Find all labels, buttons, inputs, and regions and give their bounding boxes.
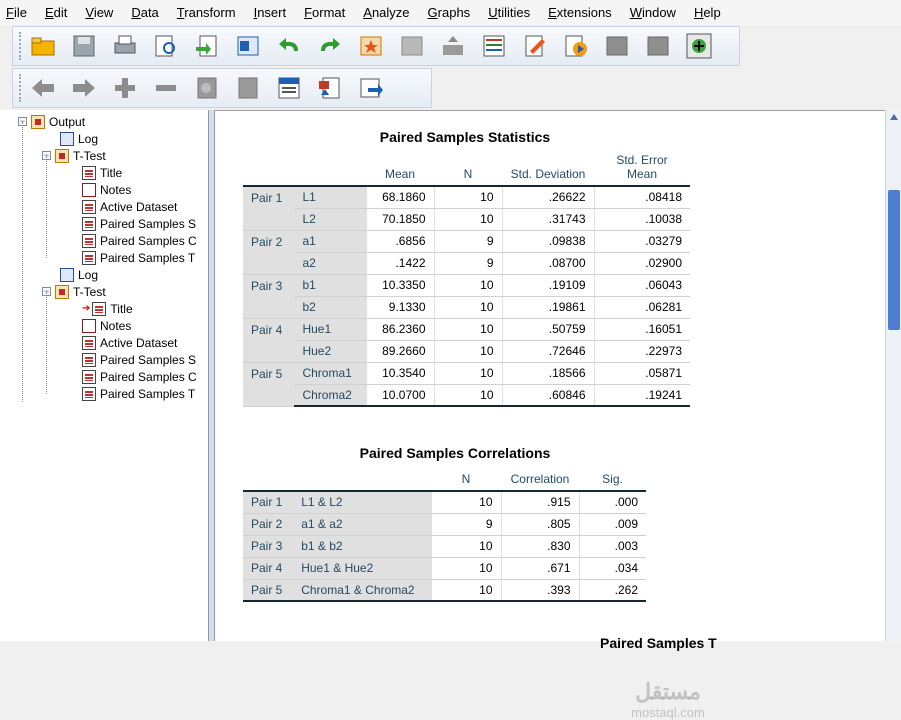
tree-node-paired-samples-t[interactable] xyxy=(82,249,195,266)
outline-toolbar xyxy=(12,68,432,108)
outline-pane xyxy=(0,110,210,641)
menu-help[interactable]: Help xyxy=(693,5,721,20)
stat-value: .09838 xyxy=(502,230,594,252)
stats-row xyxy=(243,296,690,318)
insert-heading-icon xyxy=(276,75,302,101)
stat-value: .19861 xyxy=(502,296,594,318)
pair-label: Pair 2 xyxy=(243,513,293,535)
paired-statistics-table[interactable] xyxy=(243,153,690,407)
pair-variables: b1 & b2 xyxy=(293,535,431,557)
pair-label: Pair 1 xyxy=(243,491,293,513)
tree-node-label: Title xyxy=(110,301,133,316)
print-preview-button[interactable] xyxy=(149,29,183,63)
stat-value: .18566 xyxy=(502,362,594,384)
stat-value: .02900 xyxy=(594,252,690,274)
menu-transform[interactable]: Transform xyxy=(176,5,236,20)
tree-connector xyxy=(46,292,47,394)
stat-value: 9 xyxy=(434,252,502,274)
stats-row xyxy=(243,208,690,230)
table-node-icon xyxy=(82,370,96,384)
corr-value: 10 xyxy=(431,557,501,579)
insert-heading-button[interactable] xyxy=(272,71,306,105)
pair-variables: Chroma1 & Chroma2 xyxy=(293,579,431,601)
menu-analyze[interactable]: Analyze xyxy=(363,5,410,20)
stats-row xyxy=(243,252,690,274)
menu-file[interactable]: File xyxy=(6,5,27,20)
recall-dialog-icon xyxy=(235,33,261,59)
stats-header: Mean xyxy=(366,153,434,186)
corr-value: 10 xyxy=(431,491,501,513)
tree-node-title[interactable] xyxy=(82,164,122,181)
print-button[interactable] xyxy=(108,29,142,63)
stats-table-title: Paired Samples Statistics xyxy=(379,129,551,145)
corr-row xyxy=(243,513,646,535)
stat-value: .10038 xyxy=(594,208,690,230)
corr-row xyxy=(243,491,646,513)
goto-case-button[interactable] xyxy=(395,29,429,63)
variable-label: L1 xyxy=(294,186,366,208)
pair-variables: L1 & L2 xyxy=(293,491,431,513)
tree-node-label: Paired Samples C xyxy=(100,369,197,384)
next-table-title: Paired Samples T xyxy=(600,635,717,651)
pair-variables: Hue1 & Hue2 xyxy=(293,557,431,579)
stat-value: 10 xyxy=(434,186,502,208)
export-button[interactable] xyxy=(190,29,224,63)
pair-variables: a1 & a2 xyxy=(293,513,431,535)
tree-node-label: Output xyxy=(49,114,86,129)
output-content-pane xyxy=(215,110,885,720)
menu-window[interactable]: Window xyxy=(629,5,676,20)
corr-header: Correlation xyxy=(501,469,579,491)
corr-value: 10 xyxy=(431,579,501,601)
corr-value: 9 xyxy=(431,513,501,535)
tree-node-active-dataset[interactable] xyxy=(82,334,177,351)
stat-value: 10 xyxy=(434,208,502,230)
paired-correlations-table[interactable] xyxy=(243,469,646,602)
add-button[interactable] xyxy=(682,29,716,63)
redo-icon xyxy=(317,33,343,59)
print-preview-icon xyxy=(153,33,179,59)
stats-row xyxy=(243,384,690,406)
tree-node-label: T-Test xyxy=(73,284,106,299)
book-node-icon xyxy=(55,149,69,163)
print-icon xyxy=(112,33,138,59)
goto-variable-button[interactable] xyxy=(436,29,470,63)
stat-value: .06043 xyxy=(594,274,690,296)
redo-button[interactable] xyxy=(313,29,347,63)
collapse-icon[interactable]: − xyxy=(43,286,50,296)
stat-value: 70.1850 xyxy=(366,208,434,230)
tree-node-notes[interactable] xyxy=(82,317,131,334)
tree-connector xyxy=(22,122,23,402)
table-node-icon xyxy=(82,336,96,350)
variables-button[interactable] xyxy=(477,29,511,63)
stat-value: .6856 xyxy=(366,230,434,252)
corr-value: .009 xyxy=(579,513,646,535)
tree-node-title[interactable] xyxy=(82,300,133,317)
corr-value: .003 xyxy=(579,535,646,557)
stat-value: .50759 xyxy=(502,318,594,340)
variable-label: Chroma2 xyxy=(294,384,366,406)
stats-row xyxy=(243,340,690,362)
pane-splitter[interactable] xyxy=(208,110,215,641)
stat-value: .1422 xyxy=(366,252,434,274)
add-icon xyxy=(686,33,712,59)
corr-table-title: Paired Samples Correlations xyxy=(359,445,551,461)
pair-label: Pair 3 xyxy=(243,535,293,557)
stats-row xyxy=(243,230,690,252)
menu-insert[interactable]: Insert xyxy=(253,5,287,20)
variable-label: b1 xyxy=(294,274,366,296)
pair-label: Pair 5 xyxy=(243,579,293,601)
tree-node-t-test[interactable] xyxy=(42,283,106,300)
corr-value: .671 xyxy=(501,557,579,579)
table-node-icon xyxy=(82,217,96,231)
stat-value: 10.0700 xyxy=(366,384,434,406)
designate-window-button[interactable] xyxy=(518,29,552,63)
variable-label: L2 xyxy=(294,208,366,230)
table-node-icon xyxy=(82,200,96,214)
menu-edit[interactable]: Edit xyxy=(44,5,68,20)
disabled-icon xyxy=(645,33,671,59)
toolbar-grip[interactable] xyxy=(19,32,22,60)
insert-title-button[interactable] xyxy=(313,71,347,105)
stat-value: 10 xyxy=(434,296,502,318)
back-arrow-button[interactable] xyxy=(26,71,60,105)
goto-data-icon xyxy=(358,33,384,59)
stat-value: 86.2360 xyxy=(366,318,434,340)
table-node-icon xyxy=(82,234,96,248)
tree-node-label: Paired Samples C xyxy=(100,233,197,248)
corr-value: .805 xyxy=(501,513,579,535)
table-node-icon xyxy=(82,251,96,265)
stat-value: .19241 xyxy=(594,384,690,406)
menu-utilities[interactable]: Utilities xyxy=(488,5,531,20)
tree-node-label: Notes xyxy=(100,182,132,197)
stats-row xyxy=(243,318,690,340)
tree-node-log[interactable] xyxy=(60,130,98,147)
watermark-logo: مستقل mostaql.com xyxy=(631,679,705,720)
scrollbar-thumb[interactable] xyxy=(888,190,900,330)
stat-value: .08700 xyxy=(502,252,594,274)
forward-arrow-button[interactable] xyxy=(67,71,101,105)
tree-node-label: Paired Samples S xyxy=(100,216,197,231)
note-node-icon xyxy=(82,319,96,333)
forward-arrow-icon xyxy=(71,75,97,101)
book-node-icon xyxy=(31,115,45,129)
tree-node-t-test[interactable] xyxy=(42,147,106,164)
book-node-icon xyxy=(55,285,69,299)
corr-value: .830 xyxy=(501,535,579,557)
stat-value: .06281 xyxy=(594,296,690,318)
insert-text-button[interactable] xyxy=(354,71,388,105)
pair-label: Pair 4 xyxy=(243,318,294,362)
stat-value: 10 xyxy=(434,340,502,362)
show-all-icon xyxy=(563,33,589,59)
tree-node-output[interactable] xyxy=(18,113,85,130)
table-node-icon xyxy=(82,387,96,401)
stat-value: .60846 xyxy=(502,384,594,406)
show-button[interactable] xyxy=(190,71,224,105)
stat-value: 9 xyxy=(434,230,502,252)
stat-value: .08418 xyxy=(594,186,690,208)
stat-value: .72646 xyxy=(502,340,594,362)
stats-row xyxy=(243,186,690,208)
variable-label: a2 xyxy=(294,252,366,274)
table-node-icon xyxy=(82,353,96,367)
variable-label: Chroma1 xyxy=(294,362,366,384)
stat-value: .26622 xyxy=(502,186,594,208)
open-folder-button[interactable] xyxy=(26,29,60,63)
vertical-scrollbar[interactable] xyxy=(885,110,901,641)
tree-node-paired-samples-c[interactable] xyxy=(82,232,197,249)
open-folder-icon xyxy=(30,33,56,59)
variable-label: a1 xyxy=(294,230,366,252)
pair-label: Pair 2 xyxy=(243,230,294,274)
stat-value: .22973 xyxy=(594,340,690,362)
stat-value: 10 xyxy=(434,362,502,384)
tree-node-label: Active Dataset xyxy=(100,199,178,214)
tree-node-paired-samples-s[interactable] xyxy=(82,215,196,232)
log-node-icon xyxy=(60,268,74,282)
corr-value: .393 xyxy=(501,579,579,601)
show-all-button[interactable] xyxy=(559,29,593,63)
goto-data-button[interactable] xyxy=(354,29,388,63)
tree-node-notes[interactable] xyxy=(82,181,131,198)
pair-label: Pair 5 xyxy=(243,362,294,406)
tree-node-label: Log xyxy=(78,267,99,282)
stats-header: Std. Deviation xyxy=(502,153,594,186)
collapse-minus-icon xyxy=(153,75,179,101)
tree-node-label: Log xyxy=(78,131,99,146)
undo-icon xyxy=(276,33,302,59)
insert-output-icon xyxy=(604,33,630,59)
show-icon xyxy=(194,75,220,101)
insert-title-icon xyxy=(317,75,343,101)
goto-variable-icon xyxy=(440,33,466,59)
scroll-up-icon[interactable] xyxy=(889,112,899,122)
tree-node-active-dataset[interactable] xyxy=(82,198,177,215)
corr-value: .915 xyxy=(501,491,579,513)
expand-plus-button[interactable] xyxy=(108,71,142,105)
undo-button[interactable] xyxy=(272,29,306,63)
save-button[interactable] xyxy=(67,29,101,63)
table-node-icon xyxy=(82,166,96,180)
current-item-arrow-icon: ➔ xyxy=(82,303,91,314)
menu-view[interactable]: View xyxy=(85,5,114,20)
stat-value: 68.1860 xyxy=(366,186,434,208)
tree-node-paired-samples-s[interactable] xyxy=(82,351,196,368)
stat-value: 10 xyxy=(434,384,502,406)
menu-data[interactable]: Data xyxy=(131,5,159,20)
hide-icon xyxy=(235,75,261,101)
tree-node-paired-samples-c[interactable] xyxy=(82,368,197,385)
stat-value: 10.3350 xyxy=(366,274,434,296)
corr-row xyxy=(243,535,646,557)
pair-label: Pair 3 xyxy=(243,274,294,318)
tree-node-log[interactable] xyxy=(60,266,98,283)
main-toolbar xyxy=(12,26,740,66)
insert-text-icon xyxy=(358,75,384,101)
table-node-icon xyxy=(92,302,106,316)
tree-node-label: Active Dataset xyxy=(100,335,178,350)
corr-value: .000 xyxy=(579,491,646,513)
insert-output-button[interactable] xyxy=(600,29,634,63)
pair-label: Pair 4 xyxy=(243,557,293,579)
menu-graphs[interactable]: Graphs xyxy=(427,5,471,20)
stats-header: N xyxy=(434,153,502,186)
hide-button[interactable] xyxy=(231,71,265,105)
stats-row xyxy=(243,274,690,296)
menu-format[interactable]: Format xyxy=(304,5,346,20)
toolbar-grip[interactable] xyxy=(19,74,22,102)
tree-node-label: Paired Samples S xyxy=(100,352,197,367)
stat-value: 9.1330 xyxy=(366,296,434,318)
stat-value: 10 xyxy=(434,274,502,296)
export-icon xyxy=(194,33,220,59)
stat-value: .16051 xyxy=(594,318,690,340)
recall-dialog-button[interactable] xyxy=(231,29,265,63)
variable-label: Hue1 xyxy=(294,318,366,340)
back-arrow-icon xyxy=(30,75,56,101)
tree-node-label: Paired Samples T xyxy=(100,386,196,401)
disabled-button[interactable] xyxy=(641,29,675,63)
stat-value: .31743 xyxy=(502,208,594,230)
stat-value: 89.2660 xyxy=(366,340,434,362)
corr-value: .034 xyxy=(579,557,646,579)
menu-extensions[interactable]: Extensions xyxy=(548,5,612,20)
menu-bar xyxy=(0,0,901,25)
collapse-icon[interactable]: − xyxy=(43,150,50,160)
goto-case-icon xyxy=(399,33,425,59)
expand-plus-icon xyxy=(112,75,138,101)
designate-window-icon xyxy=(522,33,548,59)
pair-label: Pair 1 xyxy=(243,186,294,230)
stats-row xyxy=(243,362,690,384)
variables-icon xyxy=(481,33,507,59)
collapse-minus-button[interactable] xyxy=(149,71,183,105)
note-node-icon xyxy=(82,183,96,197)
save-icon xyxy=(71,33,97,59)
stat-value: .03279 xyxy=(594,230,690,252)
corr-value: .262 xyxy=(579,579,646,601)
corr-value: 10 xyxy=(431,535,501,557)
tree-connector xyxy=(46,156,47,258)
corr-row xyxy=(243,579,646,601)
variable-label: Hue2 xyxy=(294,340,366,362)
log-node-icon xyxy=(60,132,74,146)
corr-row xyxy=(243,557,646,579)
corr-header: Sig. xyxy=(579,469,646,491)
stat-value: .19109 xyxy=(502,274,594,296)
tree-node-label: Title xyxy=(100,165,123,180)
tree-node-label: Notes xyxy=(100,318,132,333)
tree-node-label: T-Test xyxy=(73,148,106,163)
collapse-icon[interactable]: − xyxy=(19,116,26,126)
stat-value: 10 xyxy=(434,318,502,340)
stat-value: 10.3540 xyxy=(366,362,434,384)
stats-header: Std. Error Mean xyxy=(594,153,690,186)
variable-label: b2 xyxy=(294,296,366,318)
stat-value: .05871 xyxy=(594,362,690,384)
tree-node-paired-samples-t[interactable] xyxy=(82,385,195,402)
corr-header: N xyxy=(431,469,501,491)
tree-node-label: Paired Samples T xyxy=(100,250,196,265)
